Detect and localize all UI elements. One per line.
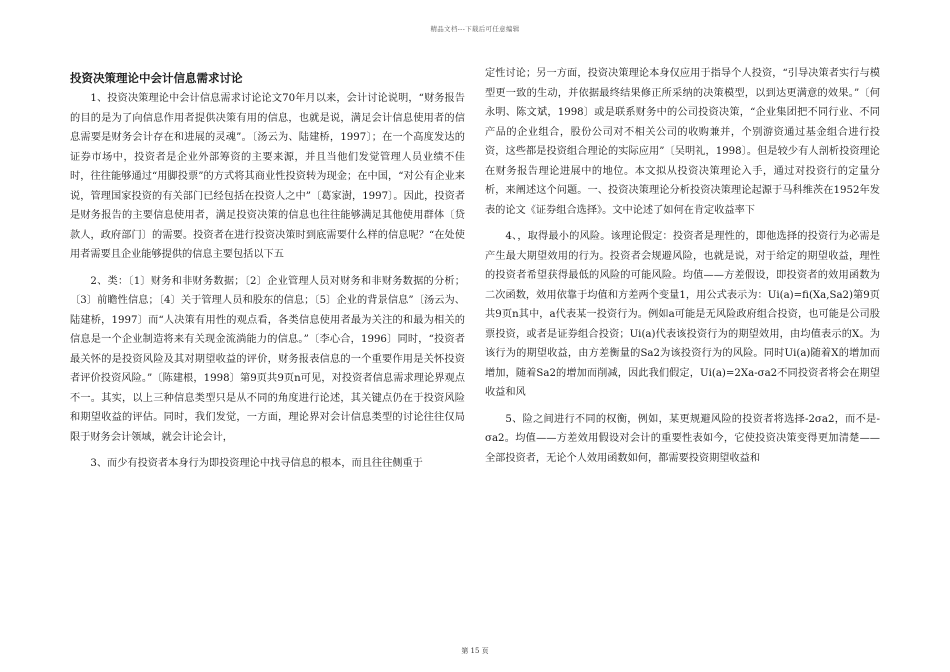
paragraph: 1、投资决策理论中会计信息需求讨论论文70年月以来，会计讨论说明，“财务报告的目的是为了向信息作用者提供决策有用的信息，也就是说，满足会计信息使用者的信息需要是财务会计存在和进展的灵魂”。〔汤云为、陆建桥，1997〕；在一个高度发达的证券市场中，投资者是企业外部筹资的主要来源，并且当他们发觉管理人员业绩不佳时，往往能够通过“用脚投票”的方式将其商业性投资转为现金；在中国，“对公有企业来说，管理国家投资的有关部门已经包括在投资人之中”〔葛家澍，1997〕。因此，投资者是财务报告的主要信息使用者，满足投资决策的信息也往往能够满足其他使用群体〔贷款人，政府部门〕的需要。投资者在进行投资决策时到底需要什么样的信息呢？“在处使用者需要且企业能够提供的信息主要包括以下五 — [70, 93, 465, 260]
page-header: 精品文档---下载后可任意编辑 — [430, 25, 520, 33]
paragraph: 3、而少有投资者本身行为即投资理论中找寻信息的根本，而且往往侧重于 — [90, 458, 423, 469]
paragraph: 4、，取得最小的风险。该理论假定：投资者是理性的，即他选择的投资行为必需是产生最大期望效用的行为。投资者会规避风险，也就是说，对于给定的期望收益，理性的投资者希望获得最低的风险的可能风险。均值——方差假设，即投资者的效用函数为二次函数，效用依靠于均值和方差两个变量1，用公式表示为：Ui(a)=fi(Xa,Sa2)第9页共9页n其中，a代表某一投资行为。例如a可能是无风险政府组合投资，也可能是公司股票投资，或者是证券组合投资；Ui(a)代表该投资行为的期望效用，由均值表示的X。为该行为的期望收益，由方差衡量的Sa2为该投资行为的风险。同时Ui(a)随着X的增加而增加，随着Sa2的增加而削减，因此我们假定，Ui(a)=2Xa-σa2不同投资者将会在期望收益和风 — [485, 231, 880, 398]
paragraph: 2、类：〔1〕财务和非财务数据；〔2〕企业管理人员对财务和非财务数据的分析；〔3〕前瞻性信息；〔4〕关于管理人员和股东的信息；〔5〕企业的背景信息”〔汤云为、陆建桥，1997〕而“人决策有用性的观点看，各类信息使用者最为关注的和最为相关的信息是一个企业制造将来有关现金流淌能力的信息。”〔李心合，1996〕同时，“投资者最关怀的是投资风险及其对期望收益的评价，财务报表信息的一个重要作用是关怀投资者评价投资风险。”〔陈建根，1998〕第9页共9页n可见，对投资者信息需求理论界观点不一。其实，以上三种信息类型只是从不同的角度进行论述，其关键点仍在于投资风险和期望收益的评估。同时，我们发觉，一方面，理论界对会计信息类型的讨论往往仅局限于财务会计领域，就会计论会计， — [70, 275, 465, 443]
left-column — [70, 60, 465, 481]
paragraph: 5、险之间进行不同的权衡，例如，某更规避风险的投资者将选择-2σa2，而不是-σa2。均值——方差效用假设对会计的重要性表如今，它使投资决策变得更加清楚——全部投资者，无论个人效用函数如何，都需要投资期望收益和 — [485, 413, 880, 464]
right-column — [485, 64, 880, 475]
paragraph: 定性讨论；另一方面，投资决策理论本身仅应用于指导个人投资，“引导决策者实行与模型更一致的生动，并依据最终结果修正所采纳的决策模型，以到达更满意的效果。”〔何永明、陈文斌，1998〕或是联系财务中的公司投资决策，“企业集团把不同行业、不同产品的企业组合，股份公司对不相关公司的收购兼并，个别游资通过基金组合进行投资，这些都是投资组合理论的实际应用”〔吴明礼，1998〕。但是较少有人剖析投资理论在财务报告理论进展中的地位。本文拟从投资决策理论入手，通过对投资行的定量分析，来阐述这个问题。一、投资决策理论分析投资决策理论起源于马科维茨在1952年发表的论文《证券组合选择》。文中论述了如何在肯定收益率下 — [485, 68, 880, 216]
page-footer: 第 15 页 — [461, 647, 489, 655]
article-title: 投资决策理论中会计信息需求讨论 — [70, 71, 243, 85]
